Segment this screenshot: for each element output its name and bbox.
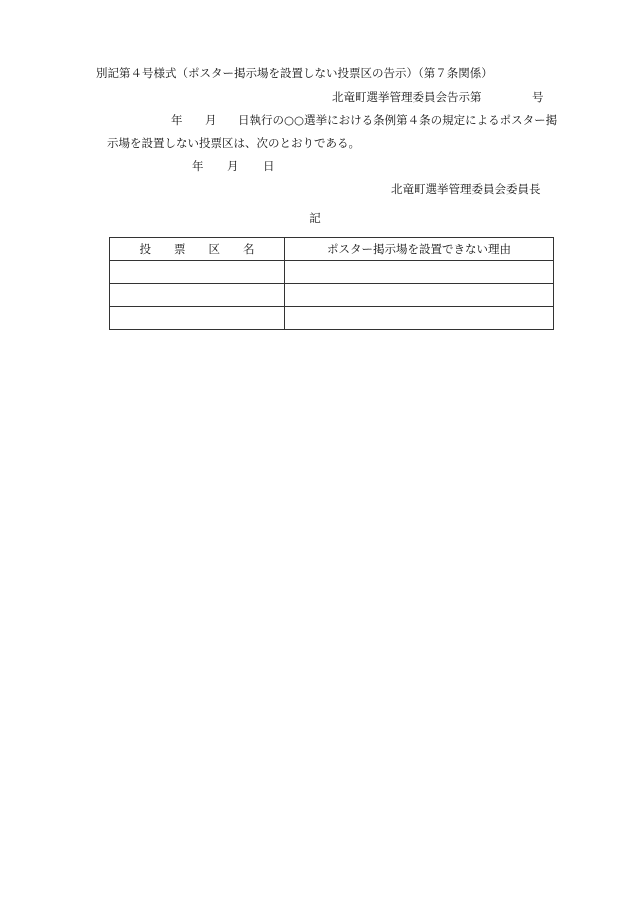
header-reason: ポスター掲示場を設置できない理由 (285, 238, 554, 261)
cell-district-name (110, 307, 285, 330)
table-row (110, 261, 554, 284)
record-title: 記 (309, 211, 321, 225)
cell-district-name (110, 284, 285, 307)
signature-date-month: 月 (227, 159, 239, 173)
header-district-name: 投 票 区 名 (110, 238, 285, 261)
table-row (110, 284, 554, 307)
body-line-2: 示場を設置しない投票区は、次のとおりである。 (107, 136, 360, 150)
notice-issuer: 北竜町選挙管理委員会告示第 (332, 90, 482, 104)
polling-district-table (109, 237, 554, 330)
notice-number-suffix: 号 (532, 90, 544, 104)
table-row (110, 307, 554, 330)
cell-district-name (110, 261, 285, 284)
form-heading: 別記第４号様式（ポスター掲示場を設置しない投票区の告示）（第７条関係） (96, 66, 493, 80)
body-date-year: 年 (171, 113, 183, 127)
cell-reason (285, 307, 554, 330)
body-line-1: 日執行の○○選挙における条例第４条の規定によるポスター掲 (238, 113, 558, 127)
body-date-month: 月 (205, 113, 217, 127)
table-header-row (110, 238, 554, 261)
cell-reason (285, 284, 554, 307)
notice-number-line (332, 90, 482, 104)
signature-date-year: 年 (192, 159, 204, 173)
signatory: 北竜町選挙管理委員会委員長 (391, 182, 541, 196)
signature-date-day: 日 (263, 159, 275, 173)
cell-reason (285, 261, 554, 284)
